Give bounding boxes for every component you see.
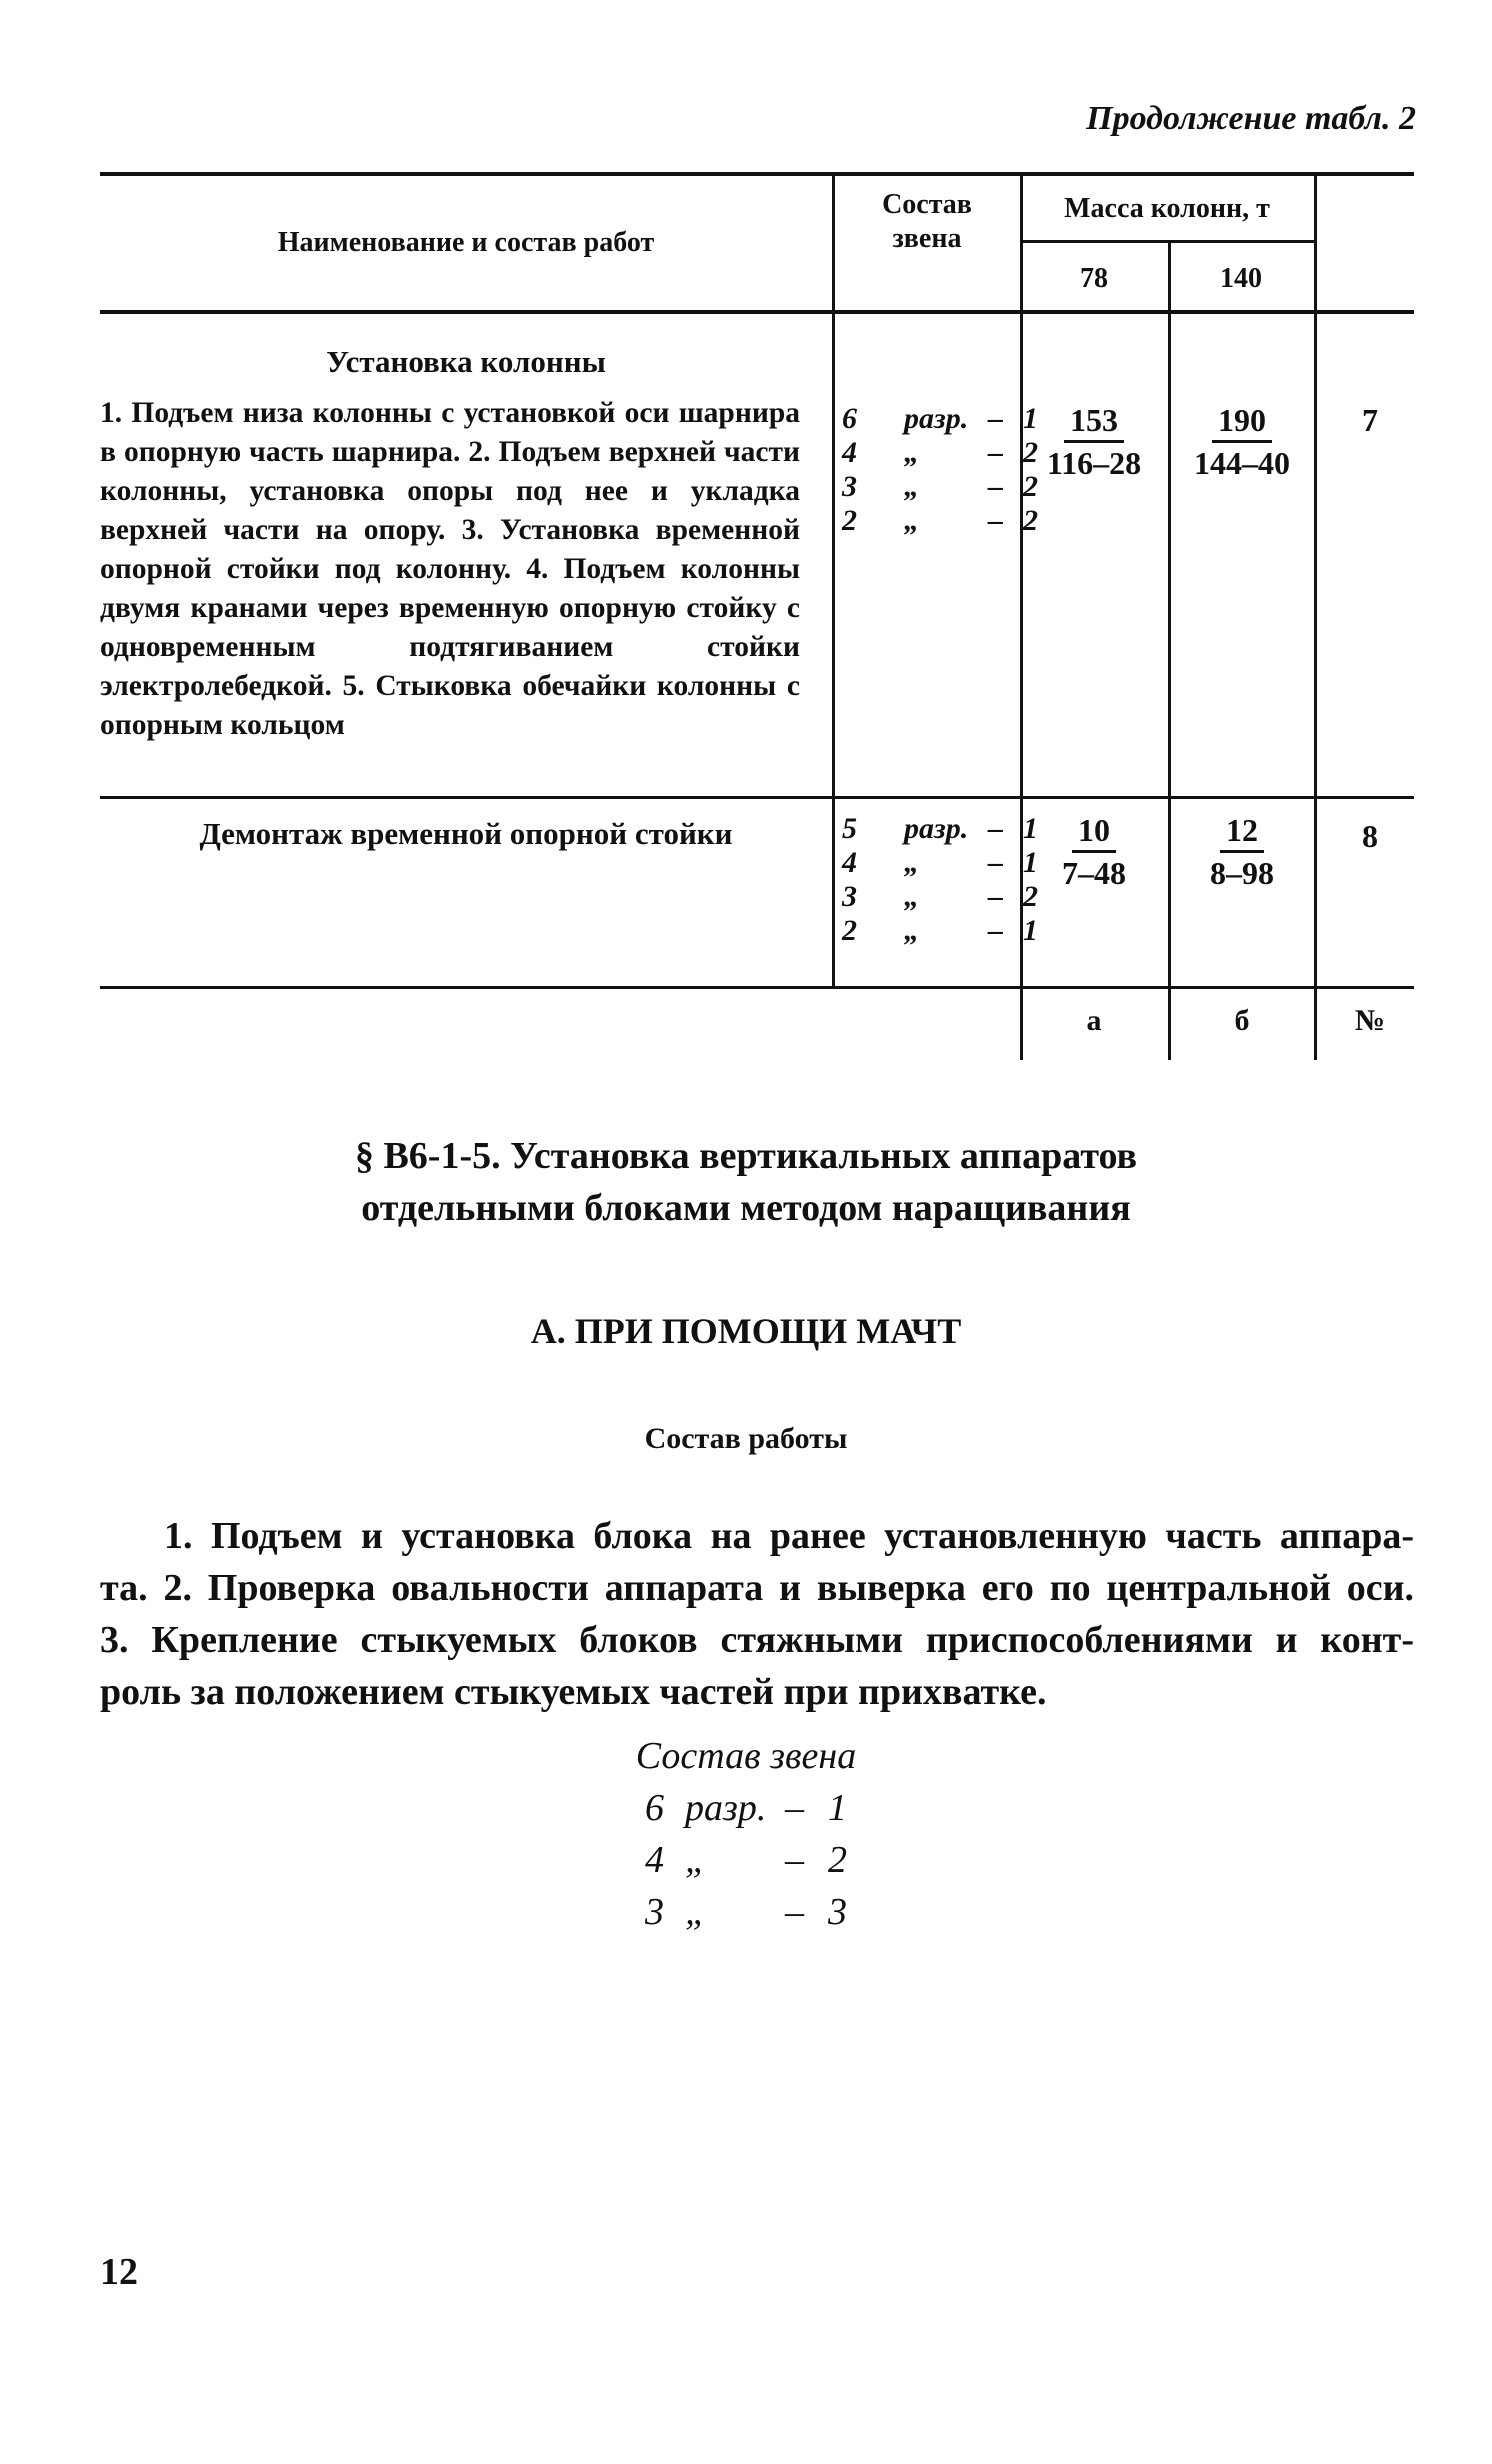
crew-row: 4 „ – 2 [645, 1839, 847, 1881]
subsection-heading: А. ПРИ ПОМОЩИ МАЧТ [530, 1311, 962, 1351]
paragraph-line: 3. Крепление стыкуемых блоков стяжными приспособлениями и конт- [100, 1619, 1414, 1661]
row1-number: 7 [1362, 402, 1378, 438]
crew-row: 6 разр. – 1 [645, 1787, 847, 1829]
footer-col-b: б [1234, 1004, 1250, 1037]
work-composition-paragraph [100, 1510, 1414, 1718]
fraction-denominator: 8–98 [1210, 855, 1274, 891]
row2-value-78 [1024, 810, 1164, 893]
norms-table [100, 172, 1414, 1072]
fraction-numerator: 153 [1064, 400, 1124, 443]
paragraph-line: роль за положением стыкуемых частей при прихватке. [100, 1671, 1047, 1713]
crew-row: 4 „ – 1 [842, 846, 1038, 879]
footer-col-a: а [1086, 1004, 1102, 1037]
paragraph-line: 1. Подъем и установка блока на ранее установленную часть аппара- [164, 1515, 1414, 1557]
row2-value-140 [1172, 810, 1312, 893]
section-heading-line1: § В6-1-5. Установка вертикальных аппаратов [354, 1135, 1138, 1177]
table-continuation-caption: Продолжение табл. 2 [1086, 100, 1416, 137]
col-divider-mass-b [1168, 240, 1171, 1060]
crew-composition-title: Состав звена [635, 1735, 857, 1777]
section-heading [0, 1130, 1492, 1234]
fraction-numerator: 12 [1220, 810, 1264, 853]
crew-row: 6 разр. – 1 [842, 402, 1038, 435]
footer-col-num: № [1354, 1004, 1386, 1037]
header-bottom-rule [100, 310, 1414, 314]
col-divider-num [1314, 172, 1317, 1060]
crew-row: 4 „ – 2 [842, 436, 1038, 469]
work-composition-heading: Состав работы [644, 1422, 848, 1455]
paragraph-line: та. 2. Проверка овальности аппарата и выверка его по центральной оси. [100, 1567, 1414, 1609]
crew-row: 2 „ – 2 [842, 504, 1038, 537]
row1-crew [842, 402, 1038, 538]
header-mass-78: 78 [1080, 263, 1108, 294]
mass-header-rule [1020, 240, 1314, 243]
header-mass-col: Масса колонн, т [1064, 193, 1270, 224]
crew-row: 3 „ – 3 [645, 1891, 847, 1933]
crew-row: 5 разр. – 1 [842, 812, 1038, 845]
crew-row: 3 „ – 2 [842, 470, 1038, 503]
crew-row: 3 „ – 2 [842, 880, 1038, 913]
fraction-denominator: 7–48 [1062, 855, 1126, 891]
row2-crew [842, 812, 1038, 948]
row2-title: Демонтаж временной опорной стойки [199, 816, 733, 851]
table-bottom-rule [100, 986, 1414, 989]
header-mass-140: 140 [1220, 263, 1262, 294]
header-crew-col: Состав звена [882, 189, 972, 254]
fraction-numerator: 190 [1212, 400, 1272, 443]
fraction-numerator: 10 [1072, 810, 1116, 853]
row2-number: 8 [1362, 818, 1378, 854]
header-name-col: Наименование и состав работ [277, 227, 655, 258]
crew-composition-block [0, 1730, 1492, 1938]
col-divider-crew [832, 172, 835, 988]
page-number: 12 [100, 2251, 138, 2293]
row1-title: Установка колонны [326, 344, 606, 379]
row1-value-140 [1172, 400, 1312, 483]
row-divider-rule [100, 796, 1414, 799]
section-heading-line2: отдельными блоками методом наращивания [361, 1187, 1131, 1229]
table-top-rule [100, 172, 1414, 176]
fraction-denominator: 116–28 [1046, 445, 1142, 481]
row1-value-78 [1024, 400, 1164, 483]
crew-row: 2 „ – 1 [842, 914, 1038, 947]
row1-description: 1. Подъем низа колонны с установкой оси шарнира в опорную часть шарнира. 2. Подъем верхней части колонны, установка опоры под нее и укладка верхней части на опору. 3. Установка временной опорной стойки под колонну. 4. Подъем колонны двумя кранами через временную опорную стойку с одновременным подтягиванием стойки электролебедкой. 5. Стыковка обечайки колонны с опорным кольцом [100, 397, 800, 741]
fraction-denominator: 144–40 [1194, 445, 1290, 481]
